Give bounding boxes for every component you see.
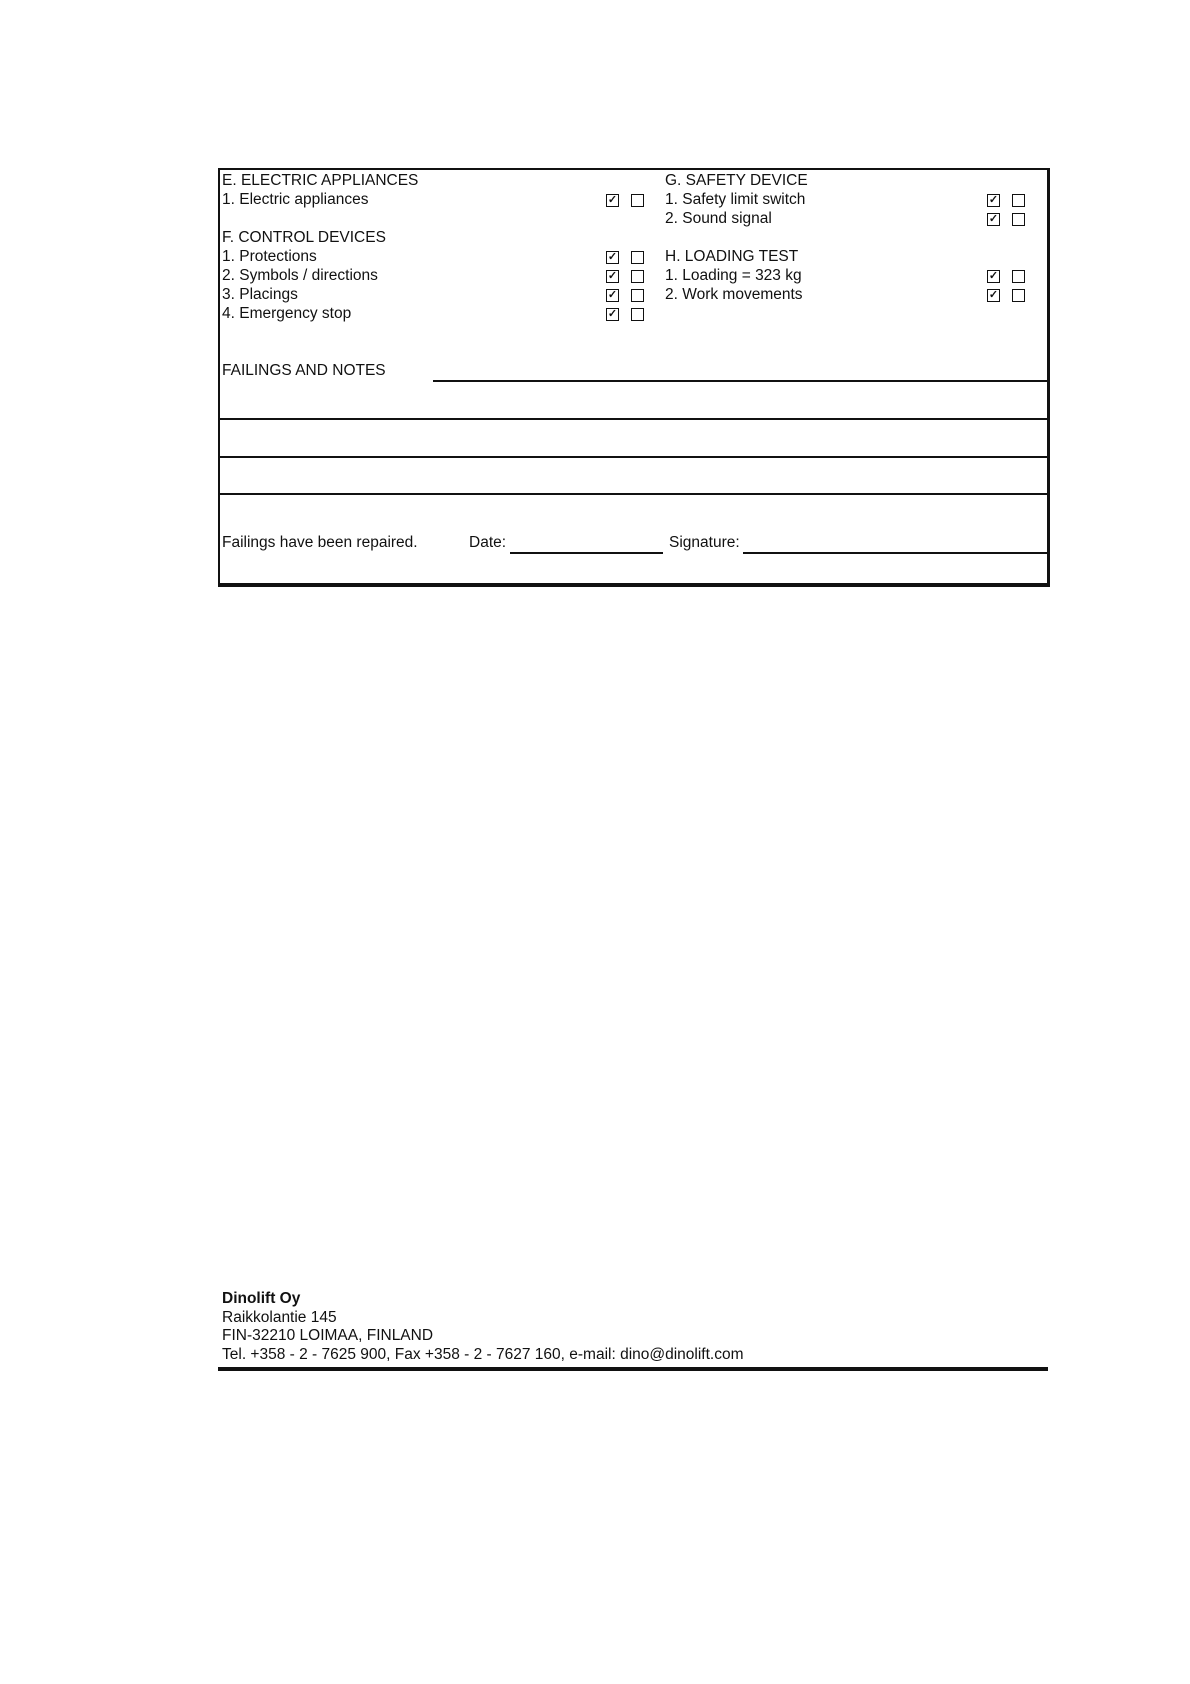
notes-line-1[interactable] [220, 418, 1050, 420]
checkbox-fail-placings[interactable] [631, 289, 644, 302]
section-e-heading: E. ELECTRIC APPLIANCES [222, 172, 419, 189]
form-right-border [1047, 170, 1050, 587]
checkbox-fail-emergency-stop[interactable] [631, 308, 644, 321]
checkbox-fail-work-movements[interactable] [1012, 289, 1025, 302]
signature-label: Signature: [669, 534, 740, 551]
item-emergency-stop: 4. Emergency stop [222, 305, 352, 322]
checkbox-fail-symbols-directions[interactable] [631, 270, 644, 283]
company-city: FIN-32210 LOIMAA, FINLAND [222, 1327, 434, 1344]
checkbox-ok-protections[interactable]: ✓ [607, 251, 618, 263]
signature-line[interactable] [743, 552, 1050, 554]
item-symbols-directions: 2. Symbols / directions [222, 267, 378, 284]
checkbox-ok-safety-limit-switch[interactable]: ✓ [988, 194, 999, 206]
checkbox-ok-work-movements[interactable]: ✓ [988, 289, 999, 301]
repaired-label: Failings have been repaired. [222, 534, 418, 551]
item-work-movements: 2. Work movements [665, 286, 803, 303]
company-contact: Tel. +358 - 2 - 7625 900, Fax +358 - 2 - 7627 160, e-mail: dino@dinolift.com [222, 1345, 744, 1363]
checkbox-fail-sound-signal[interactable] [1012, 213, 1025, 226]
notes-line-3[interactable] [220, 493, 1050, 495]
failings-notes-label: FAILINGS AND NOTES [222, 362, 386, 379]
company-footer [222, 1290, 744, 1364]
checkbox-fail-protections[interactable] [631, 251, 644, 264]
company-street: Raikkolantie 145 [222, 1308, 337, 1326]
item-loading: 1. Loading = 323 kg [665, 267, 802, 284]
checkbox-ok-sound-signal[interactable]: ✓ [988, 213, 999, 225]
checkbox-ok-electric-appliances[interactable]: ✓ [607, 194, 618, 206]
notes-line-2[interactable] [220, 456, 1050, 458]
checkbox-fail-electric-appliances[interactable] [631, 194, 644, 207]
checkbox-ok-emergency-stop[interactable]: ✓ [607, 308, 618, 320]
checkbox-fail-loading[interactable] [1012, 270, 1025, 283]
item-electric-appliances: 1. Electric appliances [222, 191, 369, 208]
section-f-heading: F. CONTROL DEVICES [222, 229, 386, 246]
inspection-form [218, 168, 1050, 587]
form-bottom-border [220, 583, 1050, 587]
date-label: Date: [469, 534, 507, 551]
section-h-heading: H. LOADING TEST [665, 248, 799, 265]
section-g-heading: G. SAFETY DEVICE [665, 172, 808, 189]
failings-notes-line[interactable] [433, 380, 1050, 382]
company-name: Dinolift Oy [222, 1290, 301, 1307]
checkbox-ok-loading[interactable]: ✓ [988, 270, 999, 282]
checkbox-ok-symbols-directions[interactable]: ✓ [607, 270, 618, 282]
item-safety-limit-switch: 1. Safety limit switch [665, 191, 806, 208]
item-protections: 1. Protections [222, 248, 317, 265]
footer-rule [218, 1367, 1048, 1371]
item-sound-signal: 2. Sound signal [665, 210, 772, 227]
date-line[interactable] [510, 552, 663, 554]
checkbox-ok-placings[interactable]: ✓ [607, 289, 618, 301]
item-placings: 3. Placings [222, 286, 298, 303]
checkbox-fail-safety-limit-switch[interactable] [1012, 194, 1025, 207]
